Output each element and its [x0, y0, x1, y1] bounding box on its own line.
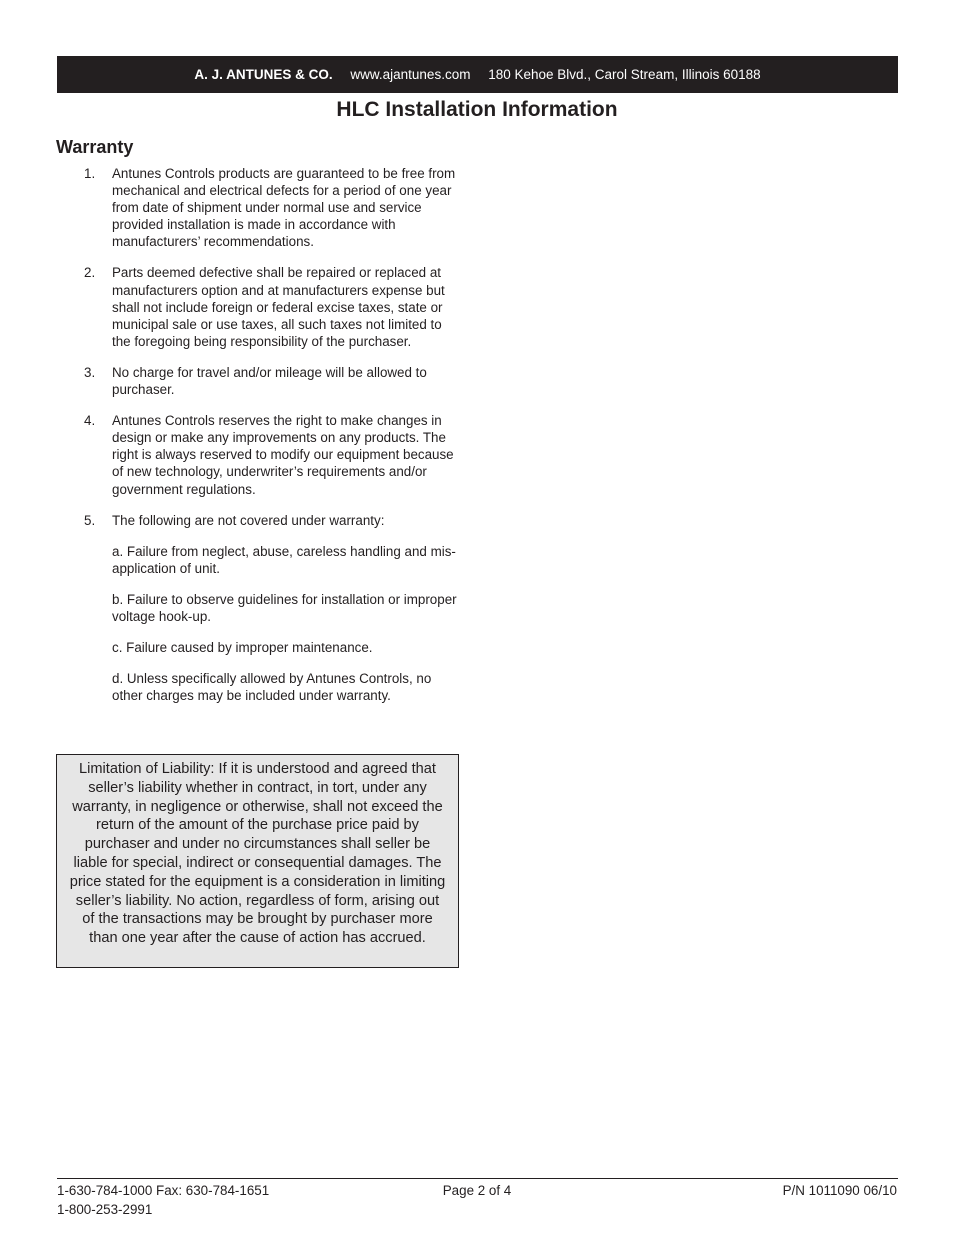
warranty-item-text: The following are not covered under warranty: [112, 512, 385, 528]
warranty-exclusion-item: b. Failure to observe guidelines for installation or improper voltage hook-up. [112, 591, 457, 624]
warranty-list [80, 165, 464, 718]
warranty-heading: Warranty [56, 137, 134, 157]
warranty-item-text: Antunes Controls products are guaranteed to be free from mechanical and electrical defects for a period of one year from date of shipment under normal use and service provided installation is made in accordance with manufacturers’ recommendations. [112, 166, 456, 250]
warranty-item [80, 264, 464, 349]
warranty-item [80, 512, 464, 705]
company-name: A. J. ANTUNES & CO. [194, 67, 333, 82]
limitation-of-liability-box: Limitation of Liability: If it is understood and agreed that seller’s liability whether in contract, in tort, under any warranty, in negligence or otherwise, shall not exceed the return of the amount of the purchase price paid by purchaser and under no circumstances shall seller be liable for special, indirect or consequential damages. The price stated for the equipment is a consideration in limiting seller’s liability. No action, regardless of form, arising out of the transactions may be brought by purchaser more than one year after the cause of action has accrued. [56, 754, 459, 968]
footer-tollfree: 1-800-253-2991 [57, 1202, 153, 1217]
footer-divider [57, 1178, 898, 1179]
company-address: 180 Kehoe Blvd., Carol Stream, Illinois 60188 [488, 67, 761, 82]
footer-page-number: Page 2 of 4 [442, 1183, 512, 1198]
footer-phone-fax: 1-630-784-1000 Fax: 630-784-1651 [57, 1183, 270, 1198]
warranty-item-text: Parts deemed defective shall be repaired or replaced at manufacturers option and at manufacturers expense but shall not include foreign or federal excise taxes, state or municipal sale or use taxes, all such taxes not limited to the foregoing being responsibility of the purchaser. [112, 265, 445, 349]
company-header-bar [57, 56, 898, 93]
warranty-item-text: No charge for travel and/or mileage will be allowed to purchaser. [112, 364, 427, 398]
warranty-item-number: 1. [84, 166, 96, 181]
warranty-exclusion-item: a. Failure from neglect, abuse, careless handling and mis-application of unit. [112, 543, 456, 576]
footer-part-number: P/N 1011090 06/10 [782, 1183, 897, 1198]
warranty-exclusion-item: c. Failure caused by improper maintenance. [112, 640, 373, 656]
company-website: www.ajantunes.com [350, 67, 471, 82]
warranty-item-number: 5. [84, 512, 96, 528]
warranty-exclusion-item: d. Unless specifically allowed by Antunes Controls, no other charges may be included under warranty. [112, 671, 432, 704]
warranty-item-number: 4. [84, 413, 96, 429]
warranty-item-number: 3. [84, 364, 96, 380]
warranty-item [80, 364, 464, 398]
warranty-item-number: 2. [84, 265, 96, 281]
page-title: HLC Installation Information [336, 98, 618, 121]
warranty-item [80, 165, 464, 250]
warranty-item-text: Antunes Controls reserves the right to make changes in design or make any improvements on any products. The right is always reserved to modify our equipment because of new technology, underwriter’s requirements and/or government regulations. [112, 413, 454, 497]
warranty-exclusions-list [112, 543, 464, 705]
warranty-item [80, 412, 464, 497]
